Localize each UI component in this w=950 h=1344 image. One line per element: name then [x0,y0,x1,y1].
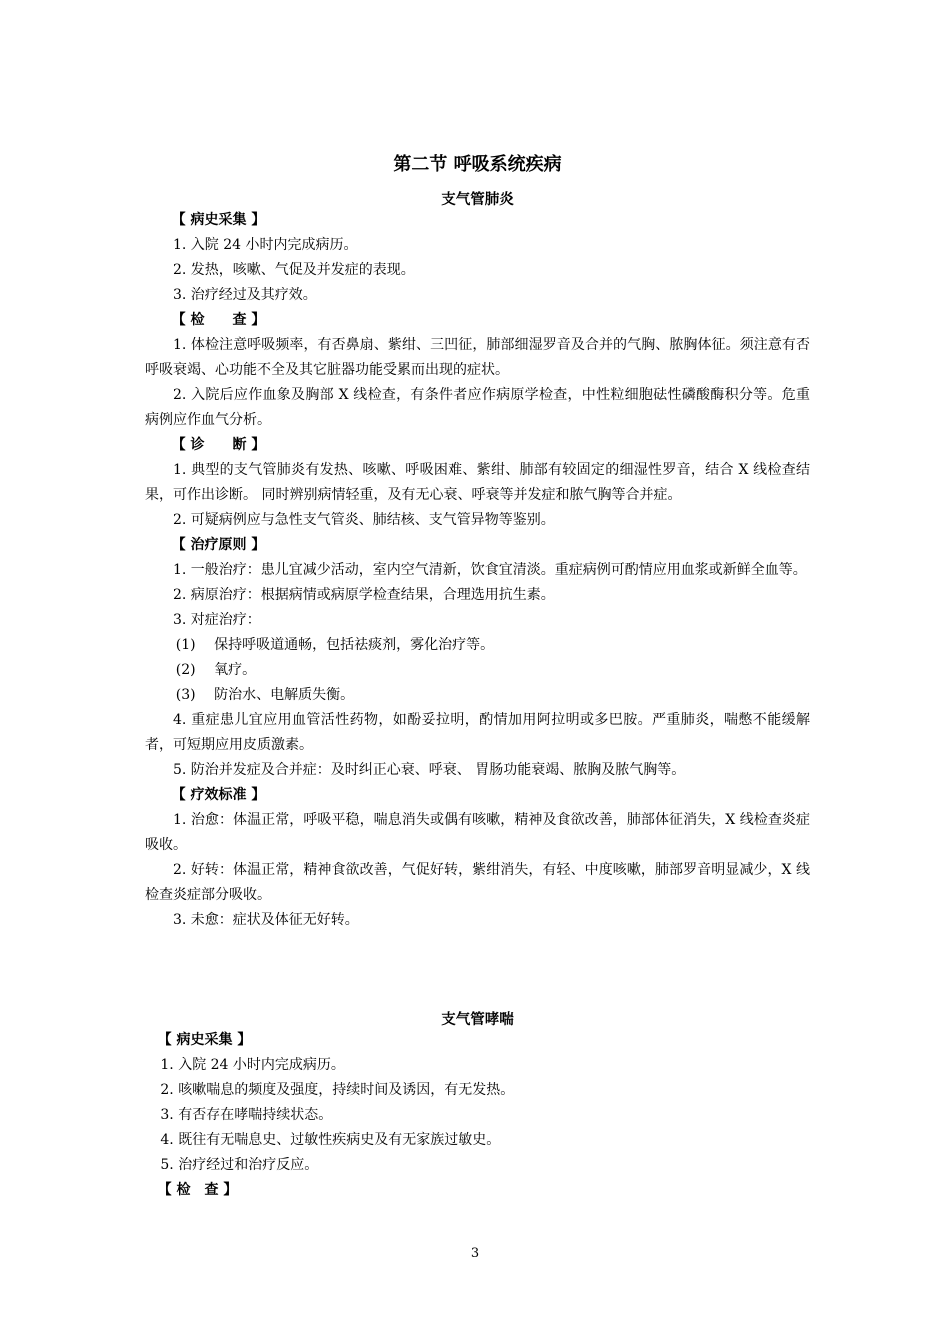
paragraph: 2. 发热，咳嗽、气促及并发症的表现。 [173,262,415,278]
paragraph: 1. 典型的支气管肺炎有发热、咳嗽、呼吸困难、紫绀、肺部有较固定的细湿性罗音，结合 X 线检查结果，可作出诊断。 同时辨别病情轻重，及有无心衰、呼衰等并发症和脓气胸等合并症。 [145,462,810,503]
paragraph: 4. 重症患儿宜应用血管活性药物，如酚妥拉明，酌情加用阿拉明或多巴胺。严重肺炎，喘憋不能缓解者，可短期应用皮质激素。 [145,712,810,753]
disease-title-asthma: 支气管哮喘 [441,1012,514,1028]
paragraph: 3. 对症治疗： [173,612,261,628]
paragraph: 3. 治疗经过及其疗效。 [173,287,317,303]
paragraph: 1. 入院 24 小时内完成病历。 [173,237,358,253]
paragraph: 2. 好转：体温正常，精神食欲改善，气促好转，紫绀消失，有轻、中度咳嗽，肺部罗音明显减少，X 线检查炎症部分吸收。 [145,862,810,903]
paragraph: 1. 一般治疗：患儿宜减少活动，室内空气清新，饮食宜清淡。重症病例可酌情应用血浆或新鲜全血等。 [173,562,807,578]
paragraph: 2. 病原治疗：根据病情或病原学检查结果，合理选用抗生素。 [173,587,555,603]
sub-list-item: (3) 防治水、电解质失衡。 [175,687,355,703]
section-heading: 【 病史采集 】 [157,1032,252,1048]
paragraph: 3. 未愈：症状及体征无好转。 [173,912,359,928]
paragraph: 3. 有否存在哮喘持续状态。 [160,1107,333,1123]
paragraph: 2. 可疑病例应与急性支气管炎、肺结核、支气管异物等鉴别。 [173,512,555,528]
paragraph: 1. 治愈：体温正常，呼吸平稳，喘息消失或偶有咳嗽，精神及食欲改善，肺部体征消失，X 线检查炎症吸收。 [145,812,810,853]
section-heading: 【 治疗原则 】 [171,537,266,553]
section-heading: 【 检 查 】 [171,312,266,328]
asthma-section [145,1028,810,1203]
paragraph: 2. 入院后应作血象及胸部 X 线检查，有条件者应作病原学检查，中性粒细胞砝性磷酸酶积分等。危重病例应作血气分析。 [145,387,810,428]
paragraph: 2. 咳嗽喘息的频度及强度，持续时间及诱因，有无发热。 [160,1082,515,1098]
paragraph: 5. 治疗经过和治疗反应。 [160,1157,319,1173]
bronchopneumonia-section [145,208,810,933]
sub-list-item: (1) 保持呼吸道通畅，包括祛痰剂，雾化治疗等。 [175,637,495,653]
section-heading: 【 诊 断 】 [171,437,266,453]
paragraph: 4. 既往有无喘息史、过敏性疾病史及有无家族过敏史。 [160,1132,501,1148]
sub-list-item: (2) 氧疗。 [175,662,257,678]
section-heading: 【 病史采集 】 [171,212,266,228]
page-number: 3 [470,1246,480,1261]
section-heading: 【 疗效标准 】 [171,787,266,803]
paragraph: 5. 防治并发症及合并症：及时纠正心衰、呼衰、 胃肠功能衰竭、脓胸及脓气胸等。 [173,762,686,778]
paragraph: 1. 入院 24 小时内完成病历。 [160,1057,345,1073]
disease-title-bronchopneumonia: 支气管肺炎 [441,192,514,208]
section-title: 第二节 呼吸系统疾病 [393,154,562,175]
section-heading: 【 检 查 】 [157,1182,238,1198]
paragraph: 1. 体检注意呼吸频率，有否鼻扇、紫绀、三凹征，肺部细湿罗音及合并的气胸、脓胸体征。须注意有否呼吸衰竭、心功能不全及其它脏器功能受累而出现的症状。 [145,337,810,378]
